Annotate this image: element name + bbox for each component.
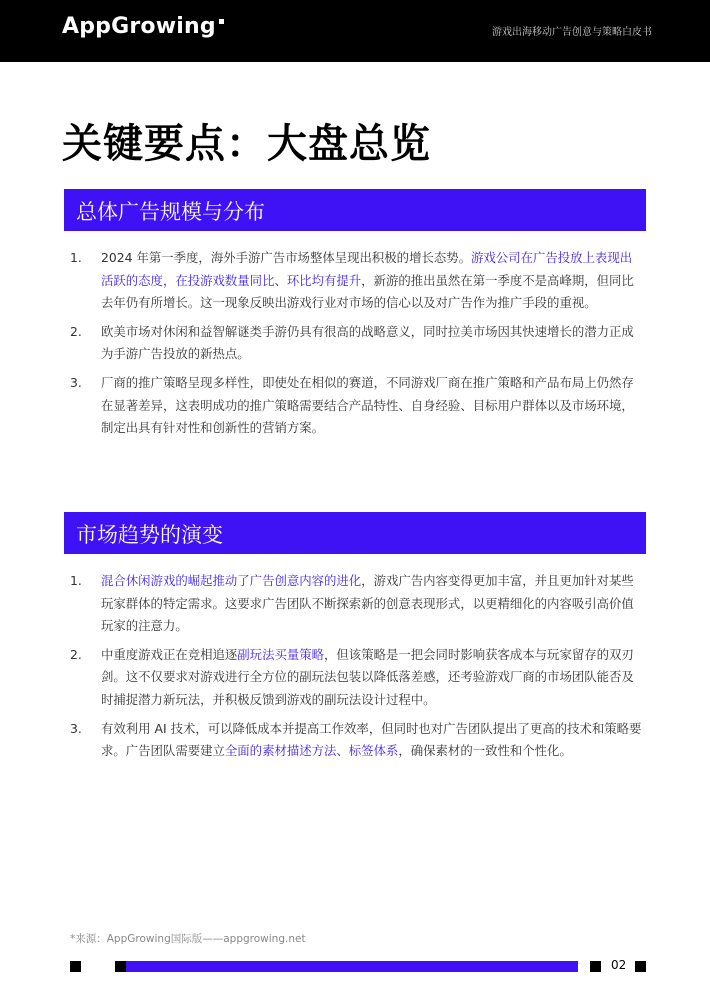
section-heading-overall xyxy=(64,189,646,231)
item-text: ，确保素材的一致性和个性化。 xyxy=(398,743,572,759)
section-heading-trends xyxy=(64,512,646,554)
list-number: 2. xyxy=(70,323,82,339)
list-number: 3. xyxy=(70,374,82,390)
header-bar xyxy=(0,0,710,62)
item-text: ，新游的推出虽然在第一季度不是高峰期，但同比去年仍有所增长。这一现象反映出游戏行业对市场的信心以及对广告作为推广手段的重视。 xyxy=(101,272,634,311)
highlight-text: 混合休闲游戏的崛起推动了广告创意内容的进化 xyxy=(101,573,362,588)
list-item xyxy=(70,570,642,638)
list-item xyxy=(70,644,642,712)
list-item xyxy=(70,321,642,366)
appgrowing-logo xyxy=(62,14,216,39)
trends-list xyxy=(70,570,642,769)
item-text: 欧美市场对休闲和益智解谜类手游仍具有很高的战略意义，同时拉美市场因其快速增长的潜力正成为手游广告投放的新热点。 xyxy=(101,323,634,362)
item-text: 有效利用 AI 技术，可以降低成本并提高工作效率，但同时也对广告团队提出了更高的技术和策略要求。广告团队需要建立 xyxy=(101,720,642,759)
item-text: 厂商的推广策略呈现多样性，即使处在相似的赛道，不同游戏厂商在推广策略和产品布局上仍然存在显著差异，这表明成功的推广策略需要结合产品特性、自身经验、目标用户群体以及市场环境，制定出具有针对性和创新性的营销方案。 xyxy=(101,374,634,436)
item-text: 中重度游戏正在竞相追逐 xyxy=(101,646,238,662)
footer-square xyxy=(115,961,126,972)
item-text: ，但该策略是一把会同时影响获客成本与玩家留存的双刃剑。这不仅要求对游戏进行全方位的副玩法包装以降低落差感，还考验游戏厂商的市场团队能否及时捕捉潜力新玩法，并积极反馈到游戏的副玩法设计过程中。 xyxy=(101,646,634,707)
list-number: 1. xyxy=(70,250,82,265)
footer-square xyxy=(70,961,81,972)
list-item xyxy=(70,718,642,763)
overall-list xyxy=(70,247,642,446)
highlight-text: 副玩法买量策略 xyxy=(237,646,325,662)
list-number: 3. xyxy=(70,720,82,736)
source-note: *来源：AppGrowing国际版——appgrowing.net xyxy=(70,933,306,945)
page-title: 关键要点：大盘总览 xyxy=(62,121,431,167)
header-subtitle: 游戏出海移动广告创意与策略白皮书 xyxy=(492,27,652,38)
footer-square xyxy=(590,961,601,972)
page-number: 02 xyxy=(611,958,627,972)
item-text: 2024 年第一季度，海外手游广告市场整体呈现出积极的增长态势。 xyxy=(101,250,472,265)
logo-text: AppGrowing xyxy=(62,14,216,39)
footer-accent-bar xyxy=(126,961,578,972)
highlight-text: 全面的素材描述方法、标签体系 xyxy=(224,743,399,759)
list-item xyxy=(70,372,642,440)
list-number: 2. xyxy=(70,646,82,662)
logo-square-icon xyxy=(219,19,224,24)
list-item xyxy=(70,247,642,315)
highlight-text: 游戏公司在广告投放上表现出活跃的态度，在投游戏数量同比、环比均有提升 xyxy=(101,250,633,288)
section-heading-text: 市场趋势的演变 xyxy=(76,523,223,547)
list-number: 1. xyxy=(70,573,82,588)
footer-square xyxy=(635,961,646,972)
item-text: ，游戏广告内容变得更加丰富，并且更加针对某些玩家群体的特定需求。这要求广告团队不断探索新的创意表现形式，以更精细化的内容吸引高价值玩家的注意力。 xyxy=(101,573,634,634)
section-heading-text: 总体广告规模与分布 xyxy=(76,200,265,224)
